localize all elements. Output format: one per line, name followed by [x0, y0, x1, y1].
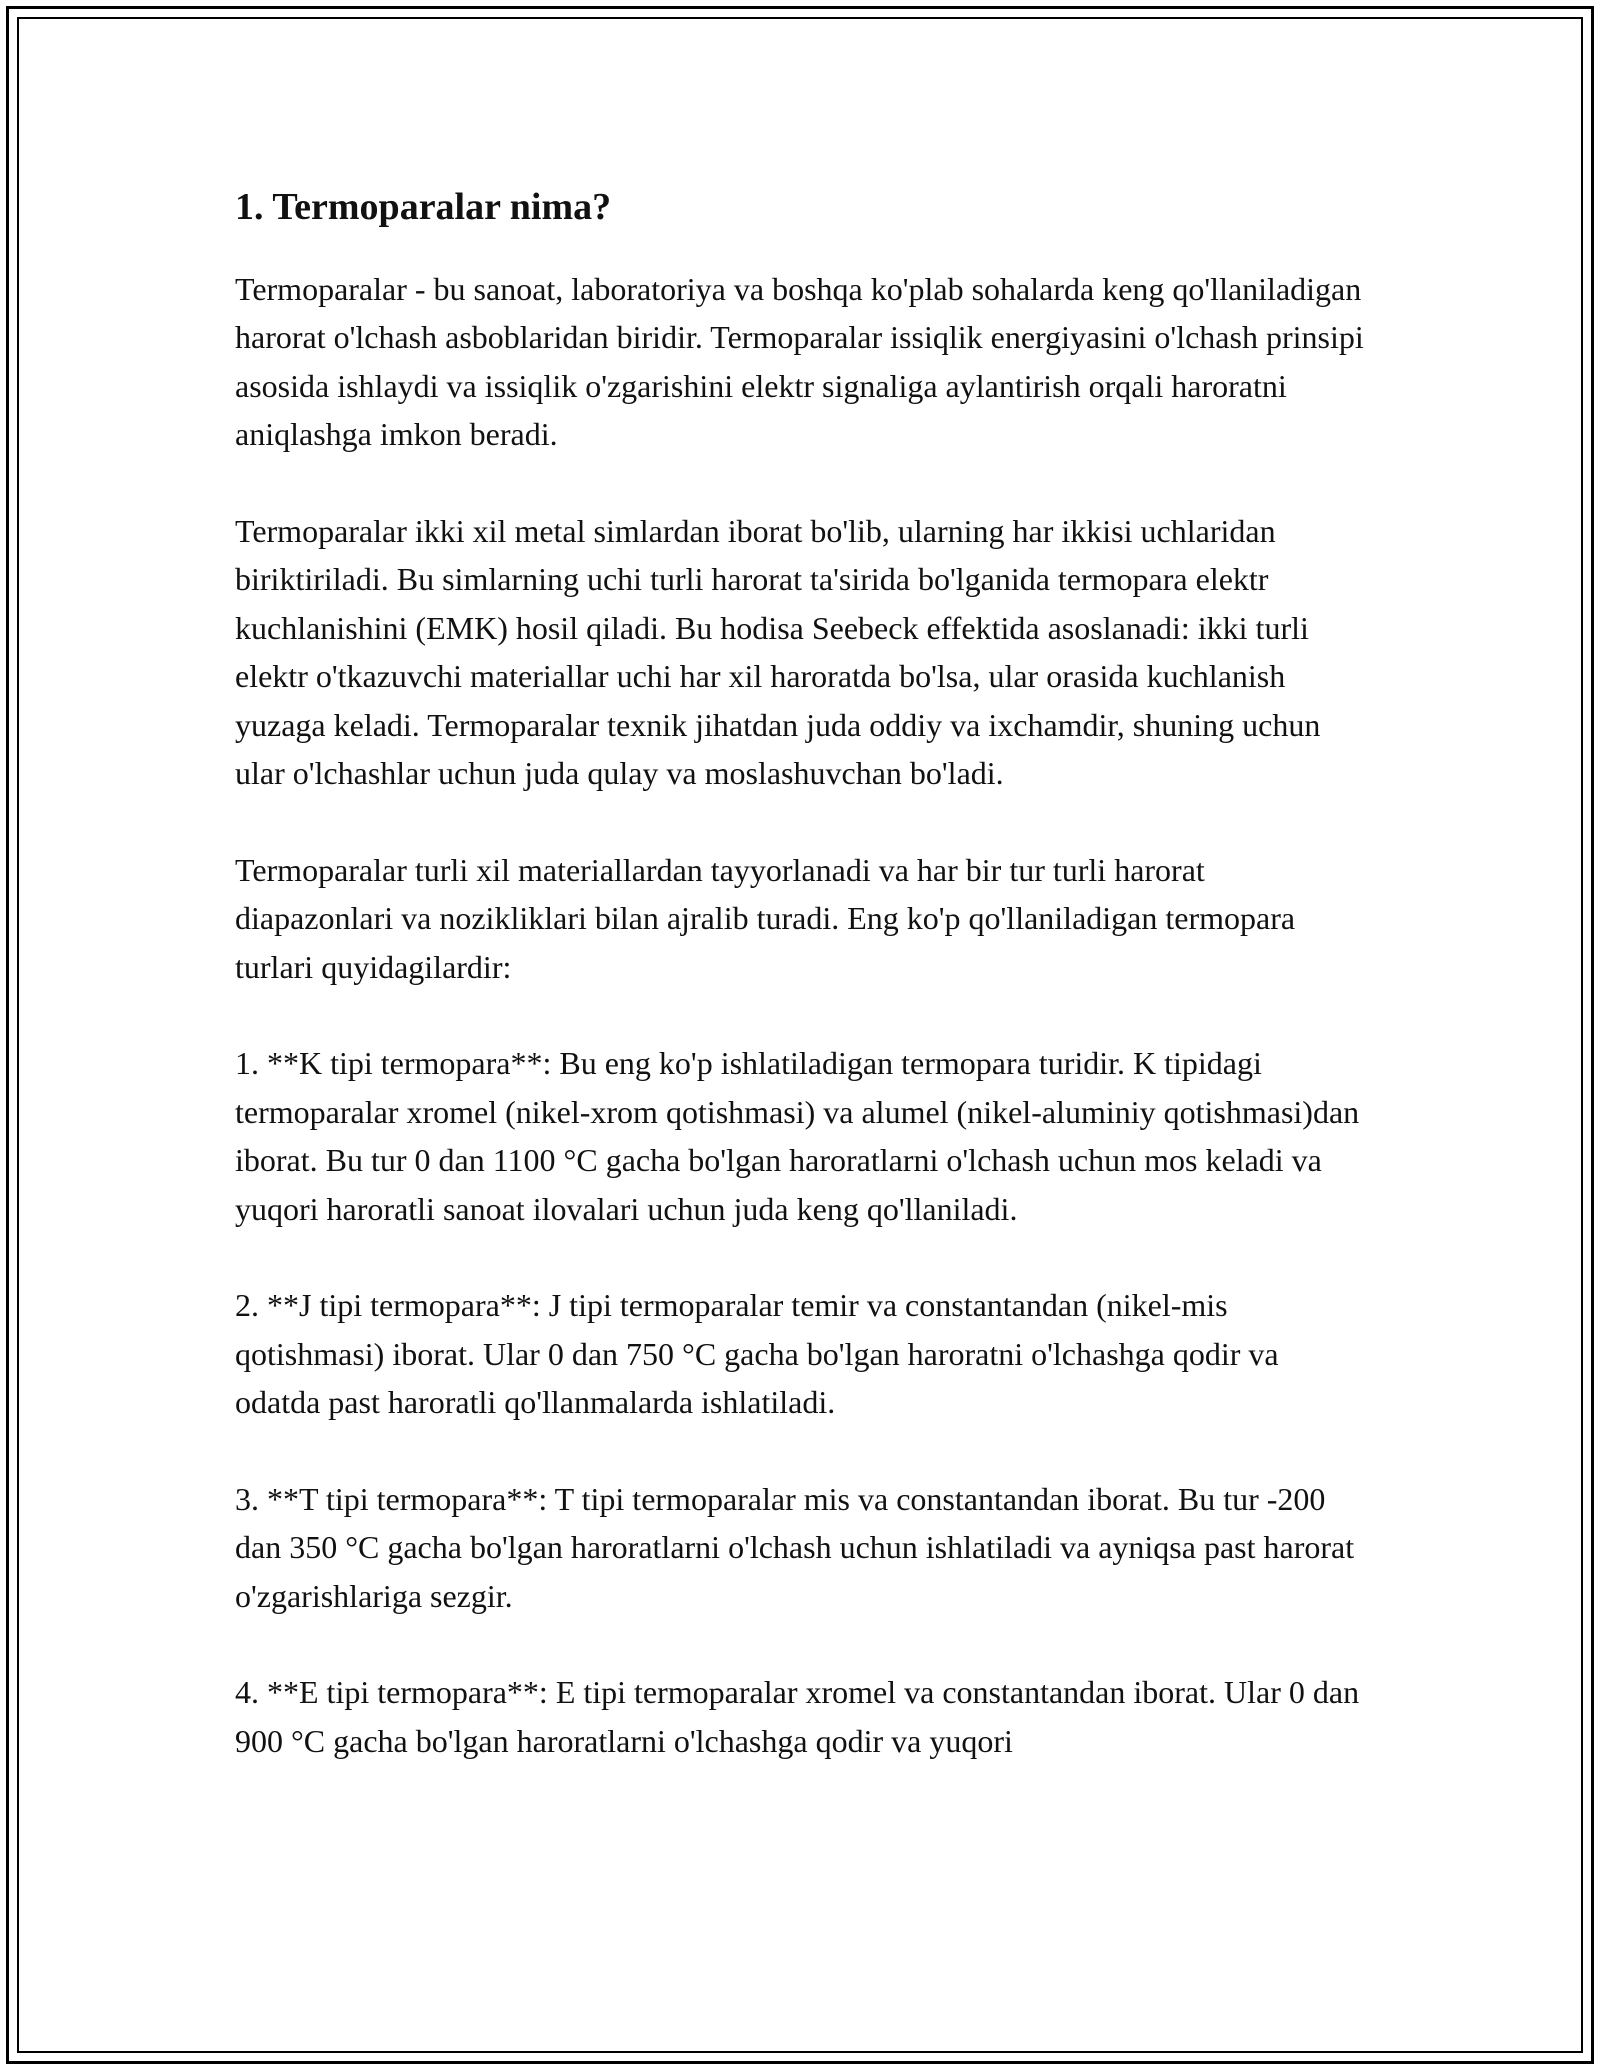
section-heading: 1. Termoparalar nima? — [235, 186, 612, 228]
list-item-j-type: 2. **J tipi termopara**: J tipi termoparalar temir va constantandan (nikel-mis qotishmasi) iborat. Ular 0 dan 750 °C gacha bo'lgan haroratni o'lchashga qodir va odatda past haroratli qo'llanmalarda ishlatiladi. — [235, 1287, 1279, 1421]
paragraph-principle: Termoparalar ikki xil metal simlardan iborat bo'lib, ularning har ikkisi uchlaridan biriktiriladi. Bu simlarning uchi turli harorat ta'sirida bo'lganida termopara elektr kuchlanishini (EMK) hosil qiladi. Bu hodisa Seebeck effektida asoslanadi: ikki turli elektr o'tkazuvchi materiallar uchi har xil haroratda bo'lsa, ular orasida kuchlanish yuzaga keladi. Termoparalar texnik jihatdan juda oddiy va ixchamdir, shuning uchun ular o'lchashlar uchun juda qulay va moslashuvchan bo'ladi. — [235, 512, 1321, 792]
paragraph-types-intro: Termoparalar turli xil materiallardan tayyorlanadi va har bir tur turli harorat diapazonlari va nozikliklari bilan ajralib turadi. Eng ko'p qo'llaniladigan termopara turlari quyidagilardir: — [235, 851, 1296, 985]
list-item-e-type: 4. **E tipi termopara**: E tipi termoparalar xromel va constantandan iborat. Ular 0 dan 900 °C gacha bo'lgan haroratlarni o'lchashga qodir va yuqori — [235, 1674, 1360, 1759]
paragraph-intro: Termoparalar - bu sanoat, laboratoriya va boshqa ko'plab sohalarda keng qo'llaniladigan harorat o'lchash asboblaridan biridir. Termoparalar issiqlik energiyasini o'lchash prinsipi asosida ishlaydi va issiqlik o'zgarishini elektr signaliga aylantirish orqali haroratni aniqlashga imkon beradi. — [235, 270, 1364, 453]
list-item-t-type: 3. **T tipi termopara**: T tipi termoparalar mis va constantandan iborat. Bu tur -200 dan 350 °C gacha bo'lgan haroratlarni o'lchash uchun ishlatiladi va ayniqsa past harorat o'zgarishlariga sezgir. — [235, 1480, 1355, 1614]
list-item-k-type: 1. **K tipi termopara**: Bu eng ko'p ishlatiladigan termopara turidir. K tipidagi termoparalar xromel (nikel-xrom qotishmasi) va alumel (nikel-aluminiy qotishmasi)dan iborat. Bu tur 0 dan 1100 °C gacha bo'lgan haroratlarni o'lchash uchun mos keladi va yuqori haroratli sanoat ilovalari uchun juda keng qo'llaniladi. — [235, 1045, 1360, 1227]
document-body — [235, 185, 1365, 1765]
